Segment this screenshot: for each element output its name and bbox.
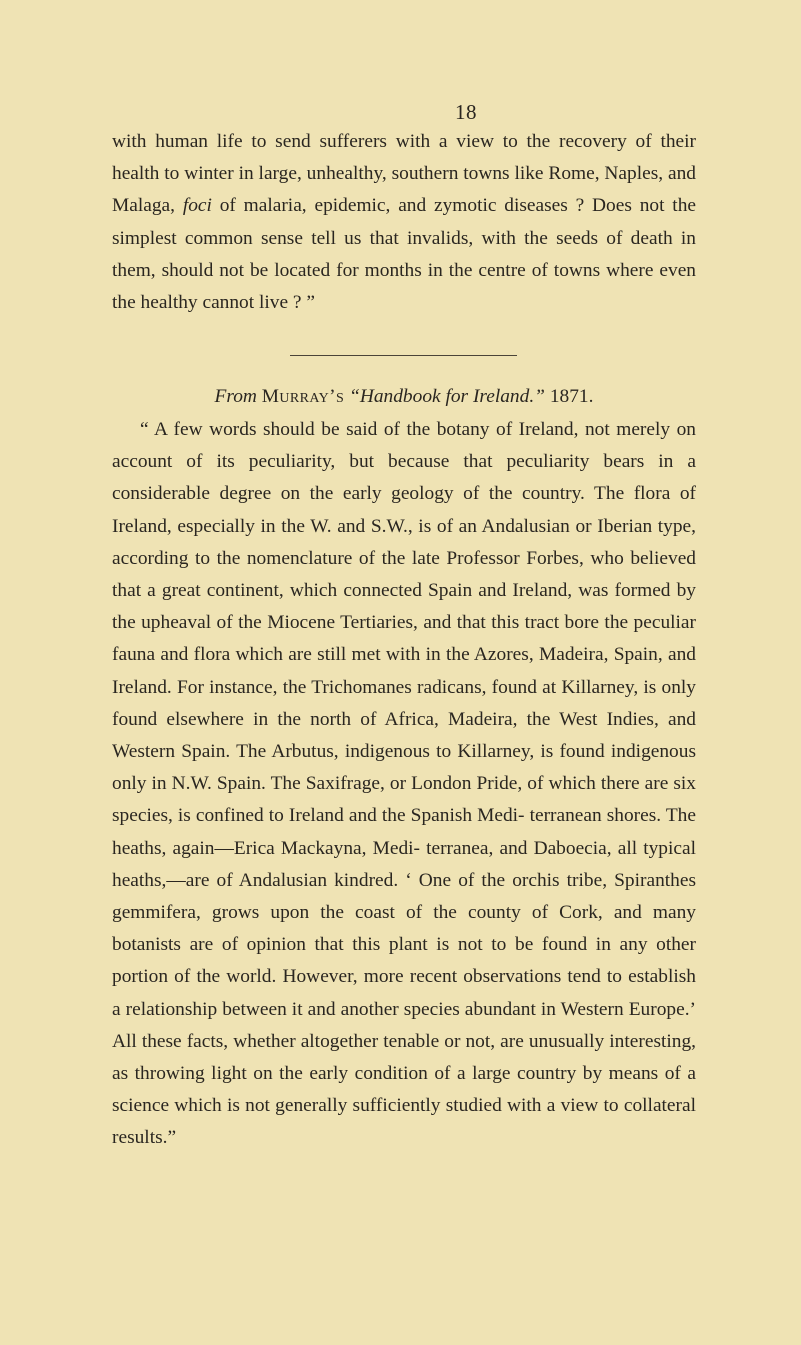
continued-paragraph — [112, 126, 696, 319]
quoted-paragraph: “ A few words should be said of the botany of Ireland, not merely on account of its peculiarity, but because that peculiarity bears in a considerable degree on the early geology of the country. The flora of Ireland, especially in the W. and S.W., is of an Andalusian or Iberian type, according to the nomenclature of the late Professor Forbes, who believed that a great continent, which connected Spain and Ireland, was formed by the upheaval of the Miocene Tertiaries, and that this tract bore the peculiar fauna and flora which are still met with in the Azores, Madeira, Spain, and Ireland. For instance, the Trichomanes radicans, found at Killarney, is only found elsewhere in the north of Africa, Madeira, the West Indies, and Western Spain. The Arbutus, indigenous to Killarney, is found indigenous only in N.W. Spain. The Saxifrage, or London Pride, of which there are six species, is confined to Ireland and the Spanish Medi- terranean shores. The heaths, again—Erica Mackayna, Medi- terranea, and Daboecia, all typical heaths,—are of Andalusian kindred. ‘ One of the orchis tribe, Spiranthes gemmifera, grows upon the coast of the county of Cork, and many botanists are of opinion that this plant is not to be found in any other portion of the world. However, more recent observations tend to establish a relationship between it and another species abundant in Western Europe.’ All these facts, whether altogether tenable or not, are unusually interesting, as throwing light on the early condition of a large country by means of a science which is not generally sufficiently studied with a view to collateral results.” — [112, 419, 696, 1149]
source-year: 1871. — [549, 386, 594, 407]
continued-paragraph-italic-foci: foci — [182, 195, 212, 217]
section-divider — [290, 355, 517, 356]
continued-paragraph-text-a: with human life to send sufferers with a view to the recovery of their health to winter in large, unhealthy, southern towns like Rome, Naples, and Malaga, — [112, 131, 696, 217]
page-number: 18 — [455, 100, 477, 124]
source-from: From — [214, 386, 257, 407]
source-author: Murray’s — [261, 386, 345, 407]
source-citation — [112, 383, 696, 411]
continued-paragraph-text-c: of malaria, epidemic, and zymotic diseases ? Does not the simplest common sense tell us that invalids, with the seeds of death in them, should not be located for months in the centre of towns where even the healthy cannot live ? ” — [112, 195, 696, 314]
source-title: “Handbook for Ireland.” — [349, 386, 545, 407]
